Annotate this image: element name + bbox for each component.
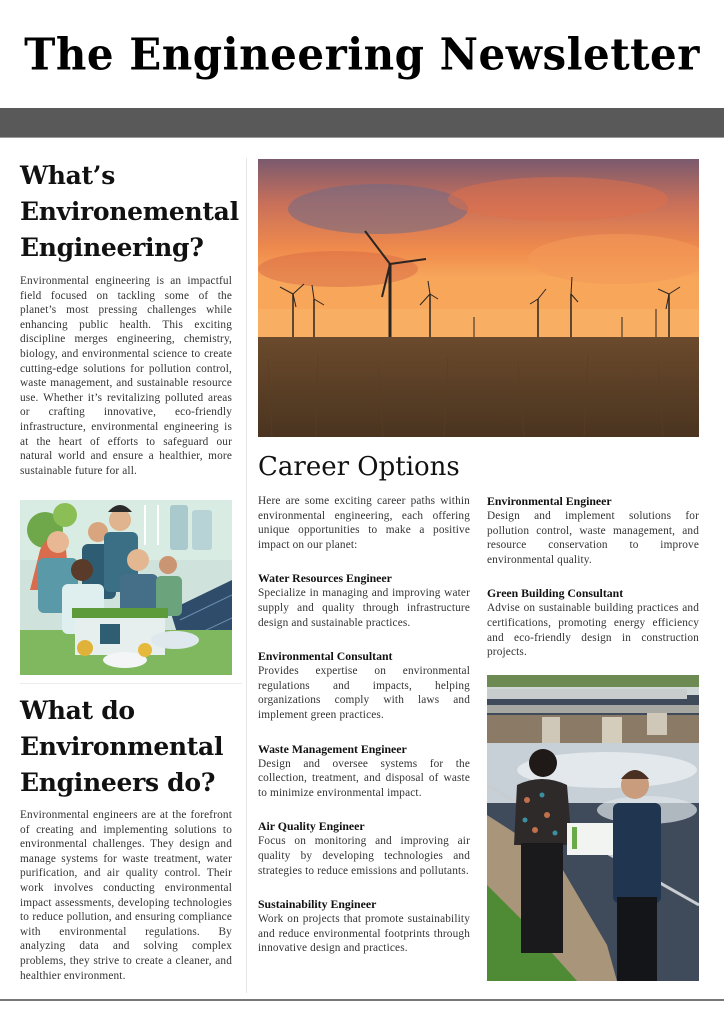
career-list-right [487,494,699,660]
section-what-do-body: Environmental engineers are at the forefront of creating and implementing solutions to environmental challenges. They design and manage systems for waste treatment, water purification, and air quality control. Their work involves conducting environmental impact assessments, developing technologies to reduce pollution, and ensuring compliance with environmental regulations. By analyzing data and solving complex problems, they strive to create a cleaner, and healthier environment. [20,809,232,982]
section-what-is-title: What’s Environemental Engineering? [20,161,239,262]
newsletter-title: The Engineering Newsletter [24,28,700,80]
engineers-at-river-image [487,675,699,981]
section-what-is-body: Environmental engineering is an impactful field focused on tackling some of the planet’s most pressing challenges while enhancing public health. This exciting discipline merges engineering, chemistry, biology, and environmental science to create cutting-edge solutions for pollution control, waste management, and sustainable resource use. Whether it’s revitalizing polluted areas or crafting innovative, eco-friendly infrastructure, environmental engineering is at the heart of efforts to safeguard our natural world and ensure a healthier, more sustainable future for all. [20,275,232,477]
career-description: Advise on sustainable building practices and certifications, promoting energy efficiency and eco-friendly design in construction projects. [487,602,699,659]
career-name: Environmental Consultant [258,649,393,664]
career-name: Water Resources Engineer [258,571,392,586]
career-item [258,897,470,956]
career-intro: Here are some exciting career paths within environmental engineering, each offering unique opportunities to make a positive impact on our planet: [258,495,470,551]
career-description: Work on projects that promote sustainability and reduce environmental footprints through innovative design and practices. [258,913,470,955]
career-options-title: Career Options [258,452,460,482]
career-name: Waste Management Engineer [258,741,407,756]
career-item [258,649,470,722]
masthead [0,0,724,108]
section-what-is [20,158,239,478]
career-description: Design and oversee systems for the collection, treatment, and disposal of waste to minimize environmental impact. [258,757,470,799]
career-item [487,586,699,659]
career-name: Environmental Engineer [487,494,612,508]
header-band [0,108,724,138]
section-divider [20,683,242,684]
career-name: Air Quality Engineer [258,819,365,834]
career-item [258,819,470,878]
engineers-illustration-image [20,500,232,675]
section-what-do [20,693,232,983]
career-name: Sustainability Engineer [258,897,377,912]
footer-rule [0,999,724,1001]
career-description: Provides expertise on environmental regulations and impacts, helping organizations comply with laws and implement green practices. [258,665,470,721]
career-description: Specialize in managing and improving water supply and quality through infrastructure design and sustainable practices. [258,587,470,629]
column-divider [246,158,247,993]
wind-turbines-sunset-image [258,159,699,437]
career-description: Design and implement solutions for pollution control, waste management, and resource conservation to improve environmental quality. [487,510,699,566]
career-description: Focus on monitoring and improving air quality by developing technologies and strategies to reduce emissions and pollutants. [258,835,470,877]
career-item [258,742,470,801]
section-what-do-title: What do Environmental Engineers do? [20,696,224,797]
career-item [258,571,470,630]
career-list-left [258,494,470,956]
career-item [487,494,699,567]
career-name: Green Building Consultant [487,586,624,601]
